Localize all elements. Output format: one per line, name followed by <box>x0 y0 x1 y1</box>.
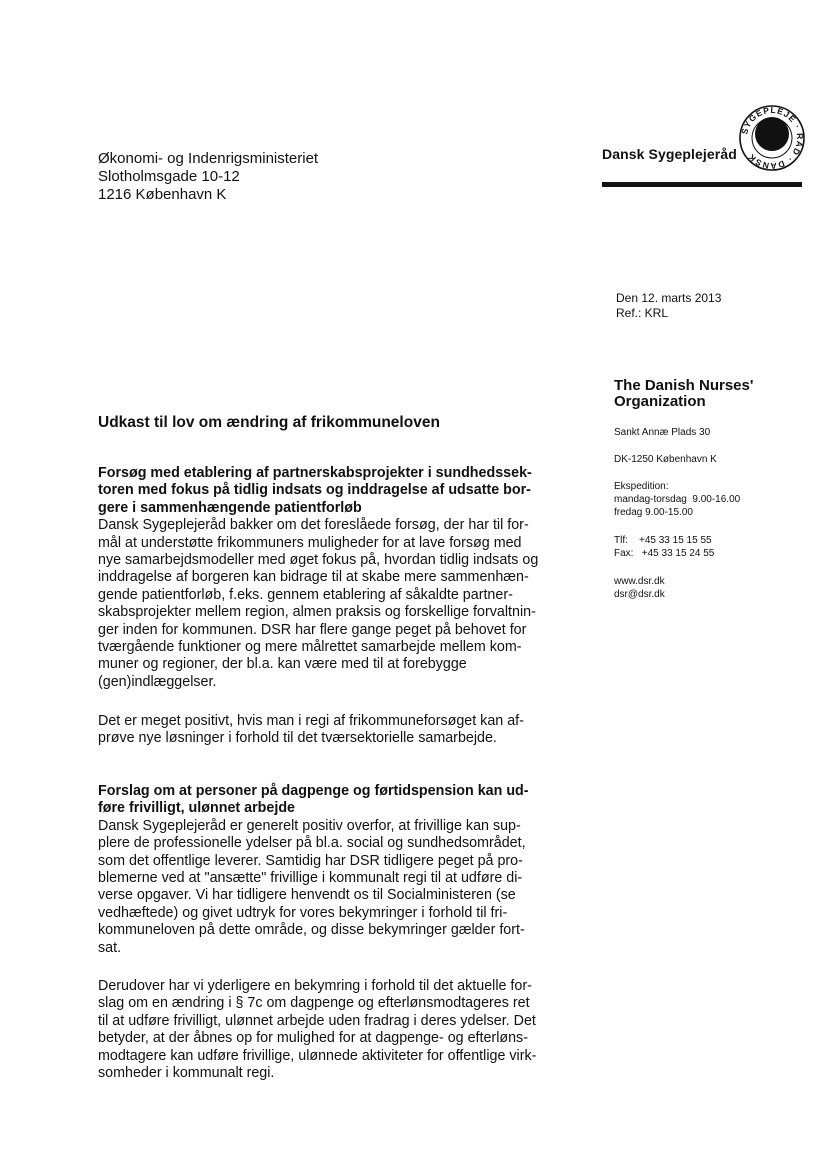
paragraph-line: Dansk Sygeplejeråd bakker om det foreslåede forsøg, der har til for- <box>98 517 529 534</box>
paragraph-line: slag om en ændring i § 7c om dagpenge og efterlønsmodtageres ret <box>98 995 530 1012</box>
sidebar-street: Sankt Annæ Plads 30 <box>614 427 711 438</box>
paragraph-line: mål at understøtte frikommuners muligheder for at lave forsøg med <box>98 534 522 551</box>
paragraph-line: prøve nye løsninger i forhold til det tværsektorielle samarbejde. <box>98 730 497 747</box>
paragraph-line: tværgående funktioner og mere målrettet samarbejde mellem kom- <box>98 639 522 656</box>
section-2-heading-line: Forslag om at personer på dagpenge og førtidspension kan ud- <box>98 783 529 799</box>
sidebar-contact <box>614 378 814 601</box>
sidebar-hours-friday: fredag 9.00-15.00 <box>614 507 693 518</box>
letter-subject: Udkast til lov om ændring af frikommuneloven <box>98 414 440 431</box>
sidebar-phone: Tlf: +45 33 15 15 55 <box>614 535 712 546</box>
sidebar-email: dsr@dsr.dk <box>614 589 665 600</box>
section-2-heading-line: føre frivilligt, ulønnet arbejde <box>98 800 296 817</box>
svg-text:SYGEPLEJE · RÅD · DANSK: SYGEPLEJE · RÅD · DANSK <box>739 104 806 172</box>
section-1 <box>98 465 578 691</box>
sidebar-org-en-line2: Organization <box>614 393 706 410</box>
recipient-name: Økonomi- og Indenrigsministeriet <box>98 150 319 167</box>
sidebar-web: www.dsr.dk <box>614 576 665 587</box>
section-1-heading-line: toren med fokus på tidlig indsats og inddragelse af udsatte bor- <box>98 482 531 499</box>
letterhead-org-name: Dansk Sygeplejeråd <box>602 146 737 162</box>
paragraph-line: gende patientforløb, f.eks. gennem etablering af såkaldte partner- <box>98 586 513 603</box>
paragraph-line: inddragelse af borgeren kan bidrage til at skabe mere sammenhæn- <box>98 569 529 586</box>
letter-ref: Ref.: KRL <box>616 306 669 320</box>
paragraph-line: vedhæftede) og givet udtryk for vores bekymringer i forhold til fri- <box>98 904 508 921</box>
organization-seal-logo <box>738 104 806 172</box>
sidebar-hours-weekday: mandag-torsdag 9.00-16.00 <box>614 494 741 505</box>
section-1-heading-line: Forsøg med etablering af partnerskabsprojekter i sundhedssek- <box>98 465 532 481</box>
paragraph-line: til at udføre frivilligt, ulønnet arbejde uden fradrag i deres ydelser. Det <box>98 1012 536 1029</box>
section-1-paragraph-2 <box>98 713 578 748</box>
paragraph-line: somheder i kommunalt regi. <box>98 1065 275 1082</box>
paragraph-line: nye samarbejdsmodeller med øget fokus på, hvordan tidlig indsats og <box>98 552 539 569</box>
letter-meta <box>616 291 721 321</box>
paragraph-line: som det offentlige leverer. Samtidig har DSR tidligere peget på pro- <box>98 852 523 869</box>
paragraph-line: sat. <box>98 939 122 956</box>
paragraph-line: muner og regioner, der bl.a. kan være med til at forebygge <box>98 656 467 673</box>
section-2-paragraph-2 <box>98 978 578 1082</box>
paragraph-line: verse opgaver. Vi har tidligere henvendt os til Socialministeren (se <box>98 887 516 904</box>
recipient-city: 1216 København K <box>98 186 227 203</box>
paragraph-line: betyder, at der åbnes op for mulighed for at dagpenge- og efterløns- <box>98 1030 528 1047</box>
paragraph-line: Det er meget positivt, hvis man i regi af frikommuneforsøget kan af- <box>98 713 524 729</box>
sidebar-hours-label: Ekspedition: <box>614 481 669 492</box>
sidebar-city: DK-1250 København K <box>614 454 717 465</box>
paragraph-line: plere de professionelle ydelser på bl.a. social og sundhedsområdet, <box>98 835 526 852</box>
paragraph-line: (gen)indlæggelser. <box>98 673 217 690</box>
sidebar-org-en-line1: The Danish Nurses' <box>614 377 754 394</box>
section-1-heading-line: gere i sammenhængende patientforløb <box>98 499 362 516</box>
letter-date: Den 12. marts 2013 <box>616 291 722 305</box>
letterhead-rule <box>602 182 802 187</box>
paragraph-line: Derudover har vi yderligere en bekymring i forhold til det aktuelle for- <box>98 978 532 994</box>
paragraph-line: blemerne ved at "ansætte" frivillige i kommunalt regi til at udføre di- <box>98 870 523 887</box>
paragraph-line: modtagere kan udføre frivillige, ulønnede aktiviteter for offentlige virk- <box>98 1047 537 1064</box>
paragraph-line: Dansk Sygeplejeråd er generelt positiv overfor, at frivillige kan sup- <box>98 817 521 834</box>
recipient-street: Slotholmsgade 10-12 <box>98 168 240 185</box>
sidebar-fax: Fax: +45 33 15 24 55 <box>614 548 715 559</box>
recipient-address <box>98 150 318 204</box>
paragraph-line: ger inden for kommunen. DSR har flere gange peget på behovet for <box>98 621 527 638</box>
paragraph-line: kommuneloven på dette område, og disse bekymringer gælder fort- <box>98 922 525 939</box>
paragraph-line: skabsprojekter mellem region, almen praksis og forskellige forvaltnin- <box>98 604 536 621</box>
section-2 <box>98 783 578 957</box>
